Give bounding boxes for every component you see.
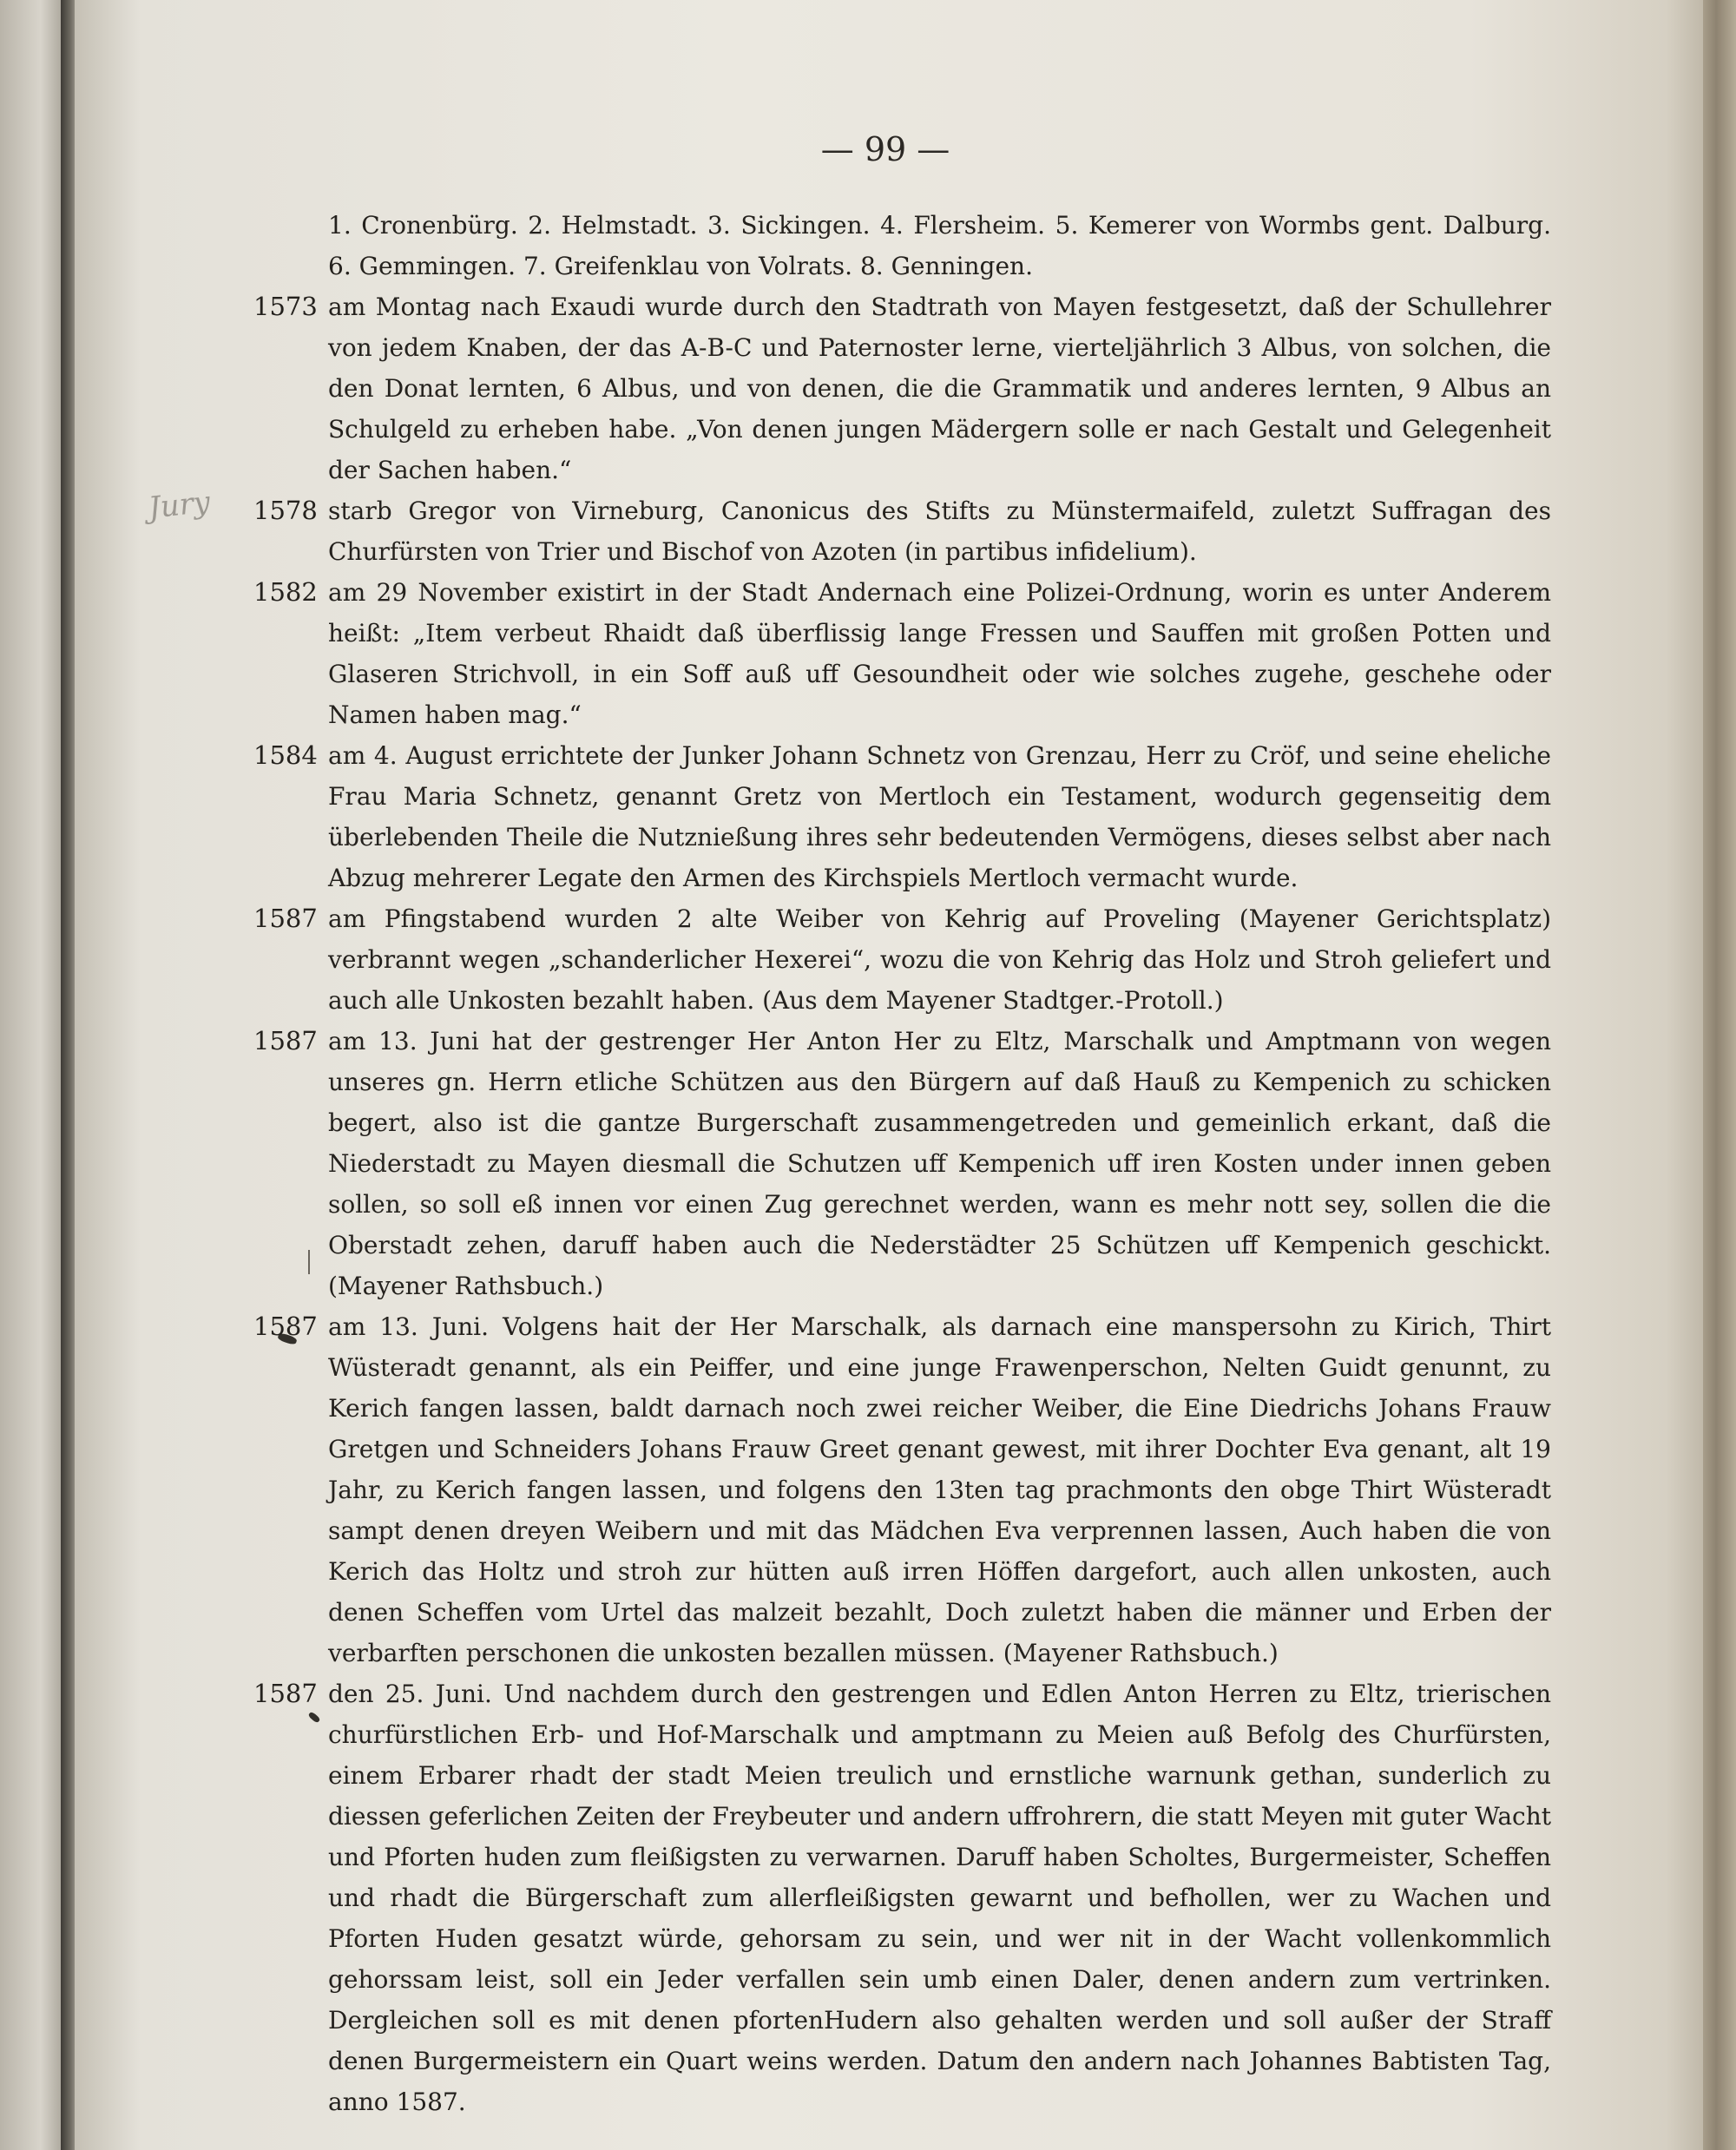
entry-text: am Montag nach Exaudi wurde durch den Stadtrath von Mayen festgesetzt, daß der Schullehrer von jedem Knaben, der das A-B-C und Paternoster lerne, vierteljährlich 3 Albus, von solchen, die den Donat lernten, 6 Albus, und von denen, die die Grammatik und anderes lernten, 9 Albus an Schulgeld zu erheben habe. „Von denen jungen Mädergern solle er nach Gestalt und Gelegenheit der Sachen haben.“ bbox=[328, 293, 1551, 484]
entry-text: starb Gregor von Virneburg, Canonicus des Stifts zu Münstermaifeld, zuletzt Suffragan des Churfürsten von Trier und Bischof von Azoten (in partibus infidelium). bbox=[328, 496, 1551, 566]
chronicle-entry bbox=[253, 735, 1551, 898]
page-right-edge bbox=[1703, 0, 1736, 2150]
chronicle-entry bbox=[253, 1306, 1551, 1673]
entry-text: am 13. Juni. Volgens hait der Her Marschalk, als darnach eine manspersohn zu Kirich, Thirt Wüsteradt genannt, als ein Peiffer, und eine junge Frawenperschon, Nelten Guidt genunnt, zu Kerich fangen lassen, baldt darnach noch zwei reicher Weiber, die Eine Diedrichs Johans Frauw Gretgen und Schneiders Johans Frauw Greet genant gewest, mit ihrer Dochter Eva genant, alt 19 Jahr, zu Kerich fangen lassen, und folgens den 13ten tag prachmonts den obge Thirt Wüsteradt sampt denen dreyen Weibern und mit das Mädchen Eva verprennen lassen, Auch haben die von Kerich das Holtz und stroh zur hütten auß irren Höffen dargefort, auch allen unkosten, auch denen Scheffen vom Urtel das malzeit bezahlt, Doch zuletzt haben die männer und Erben der verbarften perschonen die unkosten bezallen müssen. (Mayener Rathsbuch.) bbox=[328, 1312, 1551, 1667]
entry-year: 1573 bbox=[253, 292, 318, 321]
entry-year: 1582 bbox=[253, 577, 318, 607]
entry-text: am 4. August errichtete der Junker Johann Schnetz von Grenzau, Herr zu Cröf, und seine eheliche Frau Maria Schnetz, genannt Gretz von Mertloch ein Testament, wodurch gegenseitig dem überlebenden Theile die Nutznießung ihres sehr bedeutenden Vermögens, dieses selbst aber nach Abzug mehrerer Legate den Armen des Kirchspiels Mertloch vermacht wurde. bbox=[328, 741, 1551, 892]
noble-houses-list: 1. Cronenbürg. 2. Helmstadt. 3. Sickingen. 4. Flersheim. 5. Kemerer von Wormbs gent. Dalburg. 6. Gemmingen. 7. Greifenklau von Volrats. 8. Genningen. bbox=[328, 211, 1551, 280]
chronicle-text bbox=[253, 205, 1551, 2122]
entry-year: 1587 bbox=[253, 904, 318, 933]
left-page-edge bbox=[0, 0, 68, 2150]
entry-text: am 29 November existirt in der Stadt Andernach eine Polizei-Ordnung, worin es unter Anderem heißt: „Item verbeut Rhaidt daß überflissig lange Fressen und Sauffen mit großen Potten und Glaseren Strichvoll, in ein Soff auß uff Gesoundheit oder wie solches zugehe, geschehe oder Namen haben mag.“ bbox=[328, 578, 1551, 729]
page-number: — 99 — bbox=[820, 130, 950, 168]
entry-year: 1587 bbox=[253, 1026, 318, 1055]
chronicle-entry bbox=[253, 490, 1551, 572]
entry-text: den 25. Juni. Und nachdem durch den gestrengen und Edlen Anton Herren zu Eltz, trierischen churfürstlichen Erb- und Hof-Marschalk und amptmann zu Meien auß Befolg des Churfürsten, einem Erbarer rhadt der stadt Meien treulich und ernstliche warnunk gethan, sunderlich zu diessen geferlichen Zeiten der Freybeuter und andern uffrohrern, die statt Meyen mit guter Wacht und Pforten huden zum fleißigsten zu verwarnen. Daruff haben Scholtes, Burgermeister, Scheffen und rhadt die Bürgerschaft zum allerfleißigsten gewarnt und befhollen, wer zu Wachen und Pforten Huden gesatzt würde, gehorsam zu sein, und wer nit in der Wacht vollenkommlich gehorssam leist, soll ein Jeder verfallen sein umb einen Daler, denen andern zum vertrinken. Dergleichen soll es mit denen pfortenHudern also gehalten werden und soll außer der Straff denen Burgermeistern ein Quart weins werden. Datum den andern nach Johannes Babtisten Tag, anno 1587. bbox=[328, 1680, 1551, 2116]
chronicle-entry bbox=[253, 572, 1551, 735]
entry-text: am Pfingstabend wurden 2 alte Weiber von Kehrig auf Proveling (Mayener Gerichtsplatz) verbrannt wegen „schanderlicher Hexerei“, wozu die von Kehrig das Holz und Stroh geliefert und auch alle Unkosten bezahlt haben. (Aus dem Mayener Stadtger.-Protoll.) bbox=[328, 904, 1551, 1015]
entry-year: 1587 bbox=[253, 1312, 318, 1341]
entry-year: 1584 bbox=[253, 740, 318, 770]
chronicle-entry bbox=[253, 286, 1551, 490]
chronicle-entry bbox=[253, 1021, 1551, 1306]
entry-year: 1578 bbox=[253, 496, 318, 525]
chronicle-entry bbox=[253, 898, 1551, 1021]
entry-year: 1587 bbox=[253, 1679, 318, 1708]
chronicle-entry bbox=[253, 1673, 1551, 2122]
handwritten-margin-note: Jury bbox=[147, 484, 212, 526]
entry-text: am 13. Juni hat der gestrenger Her Anton Her zu Eltz, Marschalk und Amptmann von wegen unseres gn. Herrn etliche Schützen aus den Bürgern auf daß Hauß zu Kempenich zu schicken begert, also ist die gantze Burgerschaft zusammengetreden und gemeinlich erkant, daß die Niederstadt zu Mayen diesmall die Schutzen uff Kempenich uff iren Kosten under innen geben sollen, so soll eß innen vor einen Zug gerechnet werden, wann es mehr nott sey, sollen die die Oberstadt zehen, daruff haben auch die Nederstädter 25 Schützen uff Kempenich geschickt. (Mayener Rathsbuch.) bbox=[328, 1027, 1551, 1300]
